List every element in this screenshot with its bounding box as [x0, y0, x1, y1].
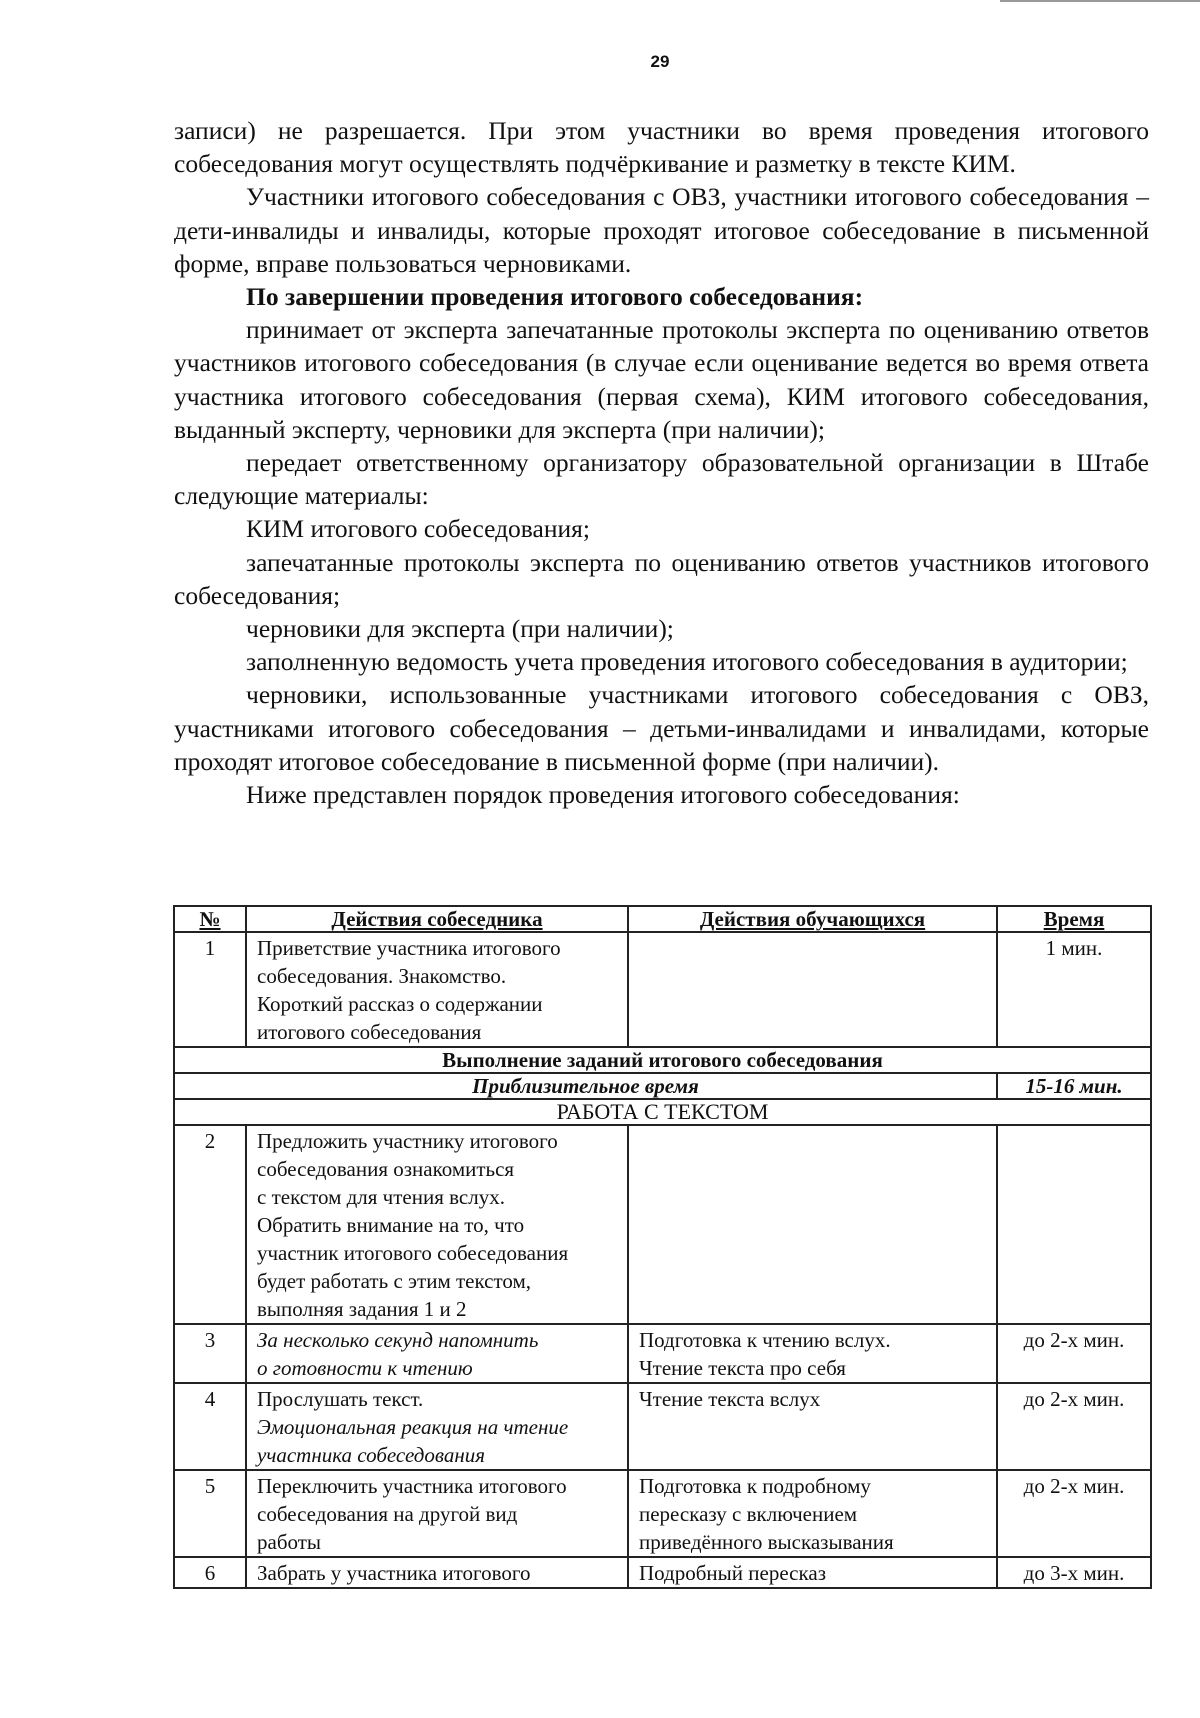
table-row	[174, 1324, 1151, 1383]
cell-time: до 2-х мин.	[997, 1383, 1151, 1470]
block-title: РАБОТА С ТЕКСТОМ	[174, 1099, 1151, 1125]
list-item: КИМ итогового собеседования;	[246, 514, 590, 544]
document-body	[174, 114, 1149, 811]
procedure-table	[173, 905, 1152, 1589]
cell-interlocutor: Прослушать текст. Эмоциональная реакция на чтение участника собеседования	[246, 1383, 628, 1470]
header-interlocutor: Действия собеседника	[246, 906, 628, 932]
scan-edge-mark	[1000, 0, 1200, 5]
table-header-row	[174, 906, 1151, 932]
cell-students: Подробный пересказ	[628, 1557, 997, 1588]
page-number: 29	[650, 52, 670, 71]
header-num: №	[174, 906, 246, 932]
paragraph: передает ответственному организатору образовательной организации в Штабе следующие материалы:	[174, 448, 1149, 511]
cell-interlocutor: Приветствие участника итогового собеседования. Знакомство. Короткий рассказ о содержании итогового собеседования	[246, 932, 628, 1047]
paragraph: Ниже представлен порядок проведения итогового собеседования:	[246, 780, 960, 810]
table-row	[174, 1557, 1151, 1588]
cell-time	[997, 1125, 1151, 1324]
cell-num: 1	[174, 932, 246, 1047]
cell-time: до 2-х мин.	[997, 1324, 1151, 1383]
header-students: Действия обучающихся	[628, 906, 997, 932]
section-row	[174, 1047, 1151, 1073]
approx-time-label: Приблизительное время	[174, 1073, 997, 1099]
paragraph: Участники итогового собеседования с ОВЗ, участники итогового собеседования – дети-инвалиды и инвалиды, которые проходят итоговое собеседование в письменной форме, вправе пользоваться черновиками.	[174, 182, 1149, 278]
cell-time: до 2-х мин.	[997, 1470, 1151, 1557]
table-row	[174, 1383, 1151, 1470]
cell-time: до 3-х мин.	[997, 1557, 1151, 1588]
cell-num: 5	[174, 1470, 246, 1557]
cell-students	[628, 932, 997, 1047]
paragraph: принимает от эксперта запечатанные протоколы эксперта по оцениванию ответов участников итогового собеседования (в случае если оценивание ведется во время ответа участника итогового собеседования (первая схема), КИМ итогового собеседования, выданный эксперту, черновики для эксперта (при наличии);	[174, 315, 1149, 444]
header-time: Время	[997, 906, 1151, 932]
approx-time-value: 15-16 мин.	[997, 1073, 1151, 1099]
list-item: черновики, использованные участниками итогового собеседования с ОВЗ, участниками итогового собеседования – детьми-инвалидами и инвалидами, которые проходят итоговое собеседование в письменной форме (при наличии).	[174, 680, 1149, 776]
cell-num: 2	[174, 1125, 246, 1324]
cell-num: 4	[174, 1383, 246, 1470]
block-title-row	[174, 1099, 1151, 1125]
cell-interlocutor: За несколько секунд напомнить о готовности к чтению	[246, 1324, 628, 1383]
section-heading: По завершении проведения итогового собеседования:	[246, 282, 864, 312]
cell-num: 3	[174, 1324, 246, 1383]
list-item: запечатанные протоколы эксперта по оцениванию ответов участников итогового собеседования;	[174, 547, 1149, 610]
paragraph: записи) не разрешается. При этом участники во время проведения итогового собеседования могут осуществлять подчёркивание и разметку в тексте КИМ.	[174, 116, 1149, 179]
cell-interlocutor: Переключить участника итогового собеседования на другой вид работы	[246, 1470, 628, 1557]
cell-students: Чтение текста вслух	[628, 1383, 997, 1470]
cell-students	[628, 1125, 997, 1324]
approx-time-row	[174, 1073, 1151, 1099]
cell-num: 6	[174, 1557, 246, 1588]
cell-interlocutor: Предложить участнику итогового собеседования ознакомиться с текстом для чтения вслух. Обратить внимание на то, что участник итогового собеседования будет работать с этим текстом, выполняя задания 1 и 2	[246, 1125, 628, 1324]
list-item: заполненную ведомость учета проведения итогового собеседования в аудитории;	[246, 647, 1128, 677]
section-title: Выполнение заданий итогового собеседования	[174, 1047, 1151, 1073]
table-row	[174, 1125, 1151, 1324]
table-row	[174, 1470, 1151, 1557]
table-row	[174, 932, 1151, 1047]
cell-interlocutor: Забрать у участника итогового	[246, 1557, 628, 1588]
cell-time: 1 мин.	[997, 932, 1151, 1047]
cell-students: Подготовка к подробному пересказу с включением приведённого высказывания	[628, 1470, 997, 1557]
cell-students: Подготовка к чтению вслух. Чтение текста про себя	[628, 1324, 997, 1383]
list-item: черновики для эксперта (при наличии);	[246, 614, 674, 644]
